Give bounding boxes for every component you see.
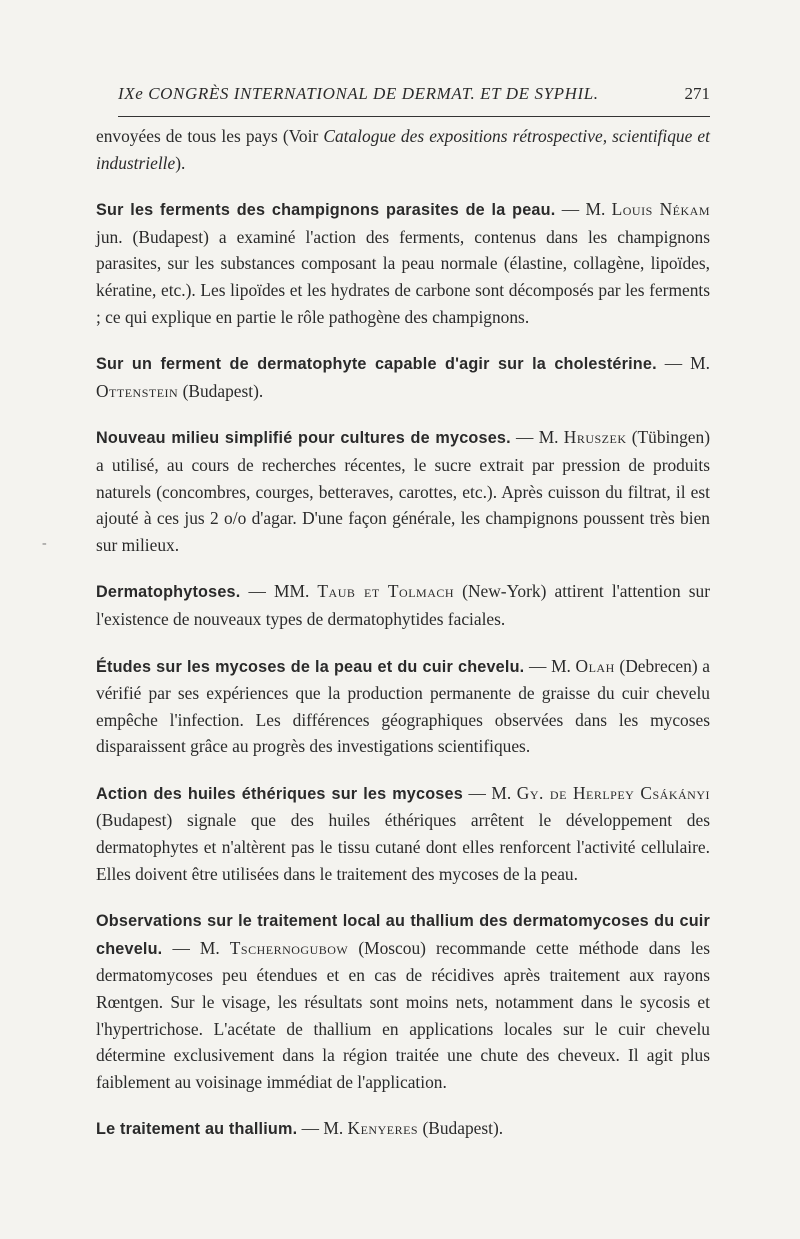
entry-body: jun. (Budapest) a examiné l'action des ferments, contenus dans les champignons parasites, sur les substances composant la peau normale (élastine, collagène, lipoïdes, kératine, etc.). Les lipoïdes et les hydrates de carbone sont décomposés par les ferments ; ce qui explique en partie le rôle pathogène des champignons. <box>96 226 710 327</box>
entry-author: Hruszek <box>563 427 627 448</box>
catalogue-title: Catalogue des expositions rétrospective, scientifique et industrielle <box>96 126 710 173</box>
continued-paragraph: envoyées de tous les pays (Voir Catalogue des expositions rétrospective, scientifique et industrielle). <box>96 126 710 173</box>
entry-body: (Debrecen) a vérifié par ses expériences que la production permanente de graisse du cuir chevelu empêche l'infection. Les différences géographiques observées dans les mycoses disparaissent grâce au progrès des investigations scientifiques. <box>96 655 710 757</box>
entry-heading: Nouveau milieu simplifié pour cultures de mycoses. <box>96 429 511 448</box>
entry-paragraph: Action des huiles éthériques sur les mycoses — M. Gy. de Herlpey Csákányi (Budapest) signale que des huiles éthériques arrêtent le développement des dermatophytes et n'altèrent pas le tissu cutané dont elles renforcent l'activité cellulaire. Elles doivent être utilisées dans le traitement des mycoses de la peau. <box>96 782 711 884</box>
entry-author: Gy. de Herlpey Csákányi <box>516 782 711 803</box>
entry-paragraph: Observations sur le traitement local au thallium des dermatomycoses du cuir chevelu. — M. Tschernogubow (Moscou) recommande cette méthode dans les dermatomycoses peu étendues et en cas de récidives après traitement aux rayons Rœntgen. Sur le visage, les résultats sont moins nets, notamment dans le sycosis et l'hypertrichose. L'acétate de thallium en applications locales sur le cuir chevelu détermine exclusivement dans la région traitée une chute des cheveux. Il agit plus faiblement au voisinage immédiat de l'application. <box>96 912 710 1092</box>
entry-paragraph: Dermatophytoses. — MM. Taub et Tolmach (New-York) attirent l'attention sur l'existence de nouveaux types de dermatophytides faciales. <box>96 581 711 629</box>
entry-heading: Sur un ferment de dermatophyte capable d'agir sur la cholestérine. <box>96 355 657 374</box>
entry-body: (Budapest). <box>178 380 264 401</box>
entry-paragraph: Sur les ferments des champignons parasites de la peau. — M. Louis Nékam jun. (Budapest) a examiné l'action des ferments, contenus dans les champignons parasites, sur les substances composant la peau normale (élastine, collagène, lipoïdes, kératine, etc.). Les lipoïdes et les hydrates de carbone sont décomposés par les ferments ; ce qui explique en partie le rôle pathogène des champignons. <box>96 199 710 327</box>
entry-heading: Le traitement au thallium. <box>96 1120 298 1139</box>
entry-body: (Tübingen) a utilisé, au cours de recherches récentes, le sucre extrait par pression de produits naturels (concombres, courges, betteraves, carottes, etc.). Après cuisson du filtrat, il est ajouté à ces jus 2 o/o d'agar. D'une façon générale, les champignons poussent très bien sur milieux. <box>96 427 710 555</box>
entry-author: Olah <box>575 655 615 676</box>
entry-body: (Budapest). <box>418 1118 504 1139</box>
entry-heading: Dermatophytoses. <box>96 583 241 602</box>
entry-paragraph: Sur un ferment de dermatophyte capable d'agir sur la cholestérine. — M. Ottenstein (Budapest). <box>96 353 710 401</box>
entry-paragraph: Études sur les mycoses de la peau et du cuir chevelu. — M. Olah (Debrecen) a vérifié par ses expériences que la production permanente de graisse du cuir chevelu empêche l'infection. Les différences géographiques observées dans les mycoses disparaissent grâce au progrès des investigations scientifiques. <box>96 655 710 757</box>
entry-body: (Budapest) signale que des huiles éthériques arrêtent le développement des dermatophytes et n'altèrent pas le tissu cutané dont elles renforcent l'activité cellulaire. Elles doivent être utilisées dans le traitement des mycoses de la peau. <box>96 810 710 884</box>
entry-paragraph: Nouveau milieu simplifié pour cultures de mycoses. — M. Hruszek (Tübingen) a utilisé, au cours de recherches récentes, le sucre extrait par pression de produits naturels (concombres, courges, betteraves, carottes, etc.). Après cuisson du filtrat, il est ajouté à ces jus 2 o/o d'agar. D'une façon générale, les champignons poussent très bien sur milieux. <box>96 427 710 555</box>
entry-author: Ottenstein <box>96 380 179 401</box>
header-title: IXe CONGRÈS INTERNATIONAL DE DERMAT. ET DE SYPHIL. <box>118 84 599 103</box>
body-text <box>96 123 710 1143</box>
entry-heading: Action des huiles éthériques sur les mycoses <box>96 784 463 803</box>
entry-body: (New-York) attirent l'attention sur l'existence de nouveaux types de dermatophytides faciales. <box>96 581 711 629</box>
entry-body: (Moscou) recommande cette méthode dans les dermatomycoses peu étendues et en cas de récidives après traitement aux rayons Rœntgen. Sur le visage, les résultats sont moins nets, notamment dans le sycosis et l'hypertrichose. L'acétate de thallium en applications locales sur le cuir chevelu détermine exclusivement dans la région traitée une chute des cheveux. Il agit plus faiblement au voisinage immédiat de l'application. <box>96 937 710 1092</box>
entry-heading: Études sur les mycoses de la peau et du cuir chevelu. <box>96 657 525 676</box>
entry-paragraph: Le traitement au thallium. — M. Kenyeres (Budapest). <box>96 1118 504 1139</box>
entry-author: Louis Nékam <box>611 199 710 220</box>
page-number: 271 <box>684 84 710 103</box>
margin-mark: - <box>42 536 47 551</box>
entry-heading: Sur les ferments des champignons parasites de la peau. <box>96 201 556 220</box>
entry-heading: Observations sur le traitement local au thallium des dermatomycoses du cuir chevelu. <box>96 912 710 958</box>
header-rule <box>118 116 710 117</box>
entry-author: Taub et Tolmach <box>317 581 455 602</box>
entry-author: Tschernogubow <box>229 937 349 958</box>
entry-author: Kenyeres <box>347 1118 419 1139</box>
running-header <box>118 84 710 104</box>
